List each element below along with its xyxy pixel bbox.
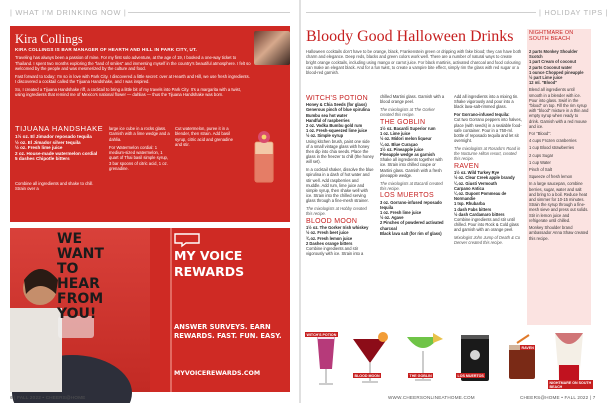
recipe-text: In a cocktail shaker, dissolve the blue spirulina in a dash of hot water and stir well. Add raspberries and muddle. Add rum, lime juice and simple syrup, then shake well with ice. Strain into the chilled serving glass through a fine-mesh strainer. bbox=[306, 167, 374, 204]
ingredient: 1 dash Fabs bitters bbox=[454, 206, 492, 212]
recipe-column-3 bbox=[454, 94, 522, 248]
recipe-text: Add all ingredients into a mixing tin. Shake vigorously and pour into a black lava-salt-rimmed glass. bbox=[454, 94, 519, 110]
ad-brand-line2: REWARDS bbox=[174, 264, 245, 279]
ad-divider bbox=[170, 228, 172, 392]
advertisement[interactable] bbox=[10, 228, 290, 392]
ingredient: ¼ oz. Dupont Pommeau de Normandie bbox=[454, 190, 507, 202]
ingredient: Bumbu sea hot water bbox=[306, 112, 348, 118]
article-intro: Halloween cocktails don't have to be orange, black, Frankenstein green or dripping with fake blood; they can have both charm and elegance. Deep reds, blacks and green colors work well. There are a number of natural ways to create bright orange cocktails, including using mango or carrot juice. For black martinis, activated charcoal and food colouring can make an elegant black. And for a fun twist, to create a vampire bite effect, simply rim the glass with red sugar or a blood-red garnish. bbox=[306, 49, 522, 76]
ingredient: Handful of raspberries bbox=[306, 117, 350, 123]
ingredient: Generous pinch of blue spirulina bbox=[306, 107, 370, 113]
ingredient: ½ oz. El Jimador silver tequila bbox=[15, 139, 81, 145]
folio-left: 6 | FALL 2022 • CHEERS@HOME bbox=[10, 395, 86, 400]
recipe-text: The mixologists at Hobby created this recipe. bbox=[306, 206, 367, 217]
ad-url-link[interactable]: MYVOICEREWARDS.COM bbox=[174, 370, 261, 377]
profile-subtitle: KIRA COLLINGS IS BAR MANAGER OF HEARTH AND HILL IN PARK CITY, UT. bbox=[15, 47, 197, 52]
recipe-text: The mixologists at Bacardi created this recipe. bbox=[380, 180, 443, 191]
ingredient: Black lava salt (for rim of glass) bbox=[380, 230, 442, 236]
recipe-heading: WITCH'S POTION bbox=[306, 95, 368, 102]
ingredient: ½ oz. Fresh lime juice bbox=[15, 145, 63, 151]
ad-brand-line1: MY VOICE bbox=[174, 248, 243, 263]
recipe-heading: THE GOBLIN bbox=[380, 118, 426, 126]
recipe-title: TIJUANA HANDSHAKE bbox=[15, 124, 104, 133]
ingredient: 2 oz. Vodka Bumbu gold rum bbox=[306, 123, 363, 129]
section-header-left: | WHAT I'M DRINKING NOW | bbox=[10, 8, 127, 17]
ingredient: ½ oz. Fresh beet juice bbox=[306, 230, 349, 236]
sidebar-text: Squeeze of fresh lemon bbox=[529, 174, 573, 180]
recipe-text: Combine ingredients and stir vigorously with ice. Strain into a bbox=[306, 245, 364, 257]
caption-los-muertos: LOS MUERTOS bbox=[457, 373, 484, 378]
ingredient: 5 dashes Chipotle bitters bbox=[15, 156, 70, 162]
ingredient: ¾ oz. Fresh lemon juice bbox=[306, 235, 353, 241]
recipe-heading: BLOOD MOON bbox=[306, 217, 358, 225]
section-header-right: | HOLIDAY TIPS | bbox=[539, 8, 608, 17]
profile-paragraph: Traveling has always been a passion of mine. For my first solo adventure, at the age of 19, I booked a one-way ticket to Thailand. I spent two months exploring the "land of smiles" and immersing myself in the country's beautiful atmosphere. I felt so welcomed by the people and was mesmerized by the culture and food. bbox=[15, 55, 251, 71]
folio-right: CHEERS@HOME • FALL 2022 | 7 bbox=[520, 395, 596, 400]
ingredient: 1½ oz. The Gorker Irish whiskey bbox=[306, 225, 369, 231]
sidebar-text: 1 cup Blood strawberries bbox=[529, 145, 575, 151]
recipe-text: Combine ingredients and stir until chilled. Pour into Rock & Cold glass and garnish with an orange peel. bbox=[454, 216, 519, 233]
caption-witchs-potion: WITCH'S POTION bbox=[306, 332, 337, 337]
sidebar-text: For "Blood": bbox=[529, 131, 551, 137]
sidebar-body bbox=[529, 49, 589, 241]
profile-name: Kira Collings bbox=[15, 32, 83, 46]
cocktail-glass-image bbox=[252, 128, 276, 186]
sidebar-text: 4 cups Frozen cranberries bbox=[529, 138, 577, 144]
sidebar-text: In a large saucepan, combine berries, sugar, water and salt and bring to a boil. Reduce heat and simmer for 10-15 minutes. Strain the syrup through a fine-mesh sieve and press out solids. Stir in lemon juice and refrigerate until chilled. bbox=[529, 181, 589, 223]
ingredient: Honey & Chia Seeds (for glass) bbox=[306, 102, 367, 108]
sidebar-text: Blend all ingredients until smooth in a blender with ice. Pour into glass. Swirl in the "blood" on top. Fill the rim syrup with "blood" mixture in a thin and empty syrup when ready to drink. Garnish with a red mouse and ice. bbox=[529, 87, 589, 129]
ingredient: 1½ oz. Bacardi Superior rum bbox=[380, 126, 436, 132]
ingredient: 2 Dashes orange bitters bbox=[306, 240, 353, 246]
recipe-text: Using kitchen brush, paint one side of a small vintage glass with honey then dip into chia seeds. Place the glass in the freezer to chill (the honey will set). bbox=[306, 138, 374, 165]
profile-paragraph: So, I created a Tijuana Handshake riff, a cocktail to bring a little bit of my travels into Park City. It's a margarita with a twist, using ingredients that remind me of Mexico's national flower — dahlias — thus the Tijuana Handshake was born. bbox=[15, 86, 241, 97]
recipe-text: chilled Martini glass. Garnish with a blood orange peel. bbox=[380, 94, 445, 105]
ingredient: 1½ oz. Wild Turkey Rye bbox=[454, 170, 500, 176]
recipe-column-1 bbox=[306, 94, 374, 259]
recipe-text: Shake all ingredients together with ice. Strain into chilled coupe or Martini glass. Garnish with a fresh pineapple wedge. bbox=[380, 157, 443, 178]
ingredient: Carpano Antica bbox=[454, 185, 485, 191]
header-rule-right bbox=[306, 12, 536, 13]
spread-gutter bbox=[299, 0, 301, 403]
ingredient: 2 parts Monkey Shoulder Scotch bbox=[529, 49, 578, 60]
recipe-text: large ice cube in a rocks glass. Garnish with a lime wedge and a dahlia. bbox=[109, 126, 170, 142]
recipe-column-2 bbox=[380, 94, 448, 236]
ingredient: 2 Pinches of powdered activated charcoal bbox=[380, 220, 444, 231]
ingredient: 1 oz. Lime juice bbox=[380, 131, 411, 137]
caption-goblin: THE GOBLIN bbox=[409, 373, 432, 378]
glass-nightmare bbox=[555, 333, 583, 381]
ingredient: ¼ oz. Blue Curaçao bbox=[380, 141, 418, 147]
ingredient: 2 oz. House-made watermelon cordial bbox=[15, 150, 98, 156]
recipe-text: The mixologists at Rosado's Road in the Nocturne Hilton resort, created this recipe. bbox=[454, 145, 521, 162]
recipe-text: Mixologist John Jump of Death & Co Denver created this recipe. bbox=[454, 235, 521, 246]
recipe-text: For Watermelon cordial: 1 medium-sized watermelon, 1 quart of Thai basil simple syrup, 3 bar spoons of citric acid, 1 oz. grenadine. bbox=[109, 144, 169, 172]
recipe-column-3 bbox=[175, 126, 237, 216]
folio-url[interactable]: WWW.CHEERSONLINEATHOME.COM bbox=[388, 395, 475, 400]
recipe-ingredients bbox=[15, 134, 103, 162]
ingredient: 1 oz. Fresh lime juice bbox=[380, 210, 422, 216]
recipe-heading: RAVEN bbox=[454, 162, 480, 170]
article-title: Bloody Good Halloween Drinks bbox=[306, 28, 514, 45]
profile-paragraph: Fast forward to today: I'm so in love with Park City. I discovered a little secret: over at Hearth and Hill, we use fresh ingredients. I discovered a cocktail called the Tijuana Handshake, and I was inspired. bbox=[15, 73, 250, 84]
ingredient: ½ oz. Midori melon liqueur bbox=[380, 136, 432, 142]
recipe-text: Cut two Gorrano peppers into halves, place (with seeds) in a sealable food-safe container. Pour in a 750-ml. bottle of reposado tequila and let sit overnight. bbox=[454, 117, 522, 144]
caption-raven: RAVEN bbox=[521, 345, 534, 350]
sidebar-text: 1 cup Water bbox=[529, 159, 551, 165]
ingredient: ½ oz. Clear Creek apple brandy bbox=[454, 175, 515, 181]
header-rule-left bbox=[128, 12, 290, 13]
ad-headline: WE WANT TO HEAR FROM YOU! bbox=[57, 231, 104, 322]
ingredient: For Gorrano-infused tequila: bbox=[454, 112, 510, 118]
recipe-text: Cut watermelon, puree it in a blender, then strain. Add basil syrup, citric acid and grenadine and stir. bbox=[175, 126, 233, 147]
ingredient: ½ dash Cardamaro bitters bbox=[454, 211, 505, 217]
ingredient: ½ oz. Simple syrup bbox=[306, 133, 344, 139]
sidebar-text: Monkey Shoulder brand ambassador Anna Shaw created this recipe. bbox=[529, 225, 589, 241]
profile-photo bbox=[254, 31, 290, 65]
speech-bubble-icon bbox=[174, 233, 200, 247]
sidebar-title: NIGHTMARE ON SOUTH BEACH bbox=[529, 30, 574, 43]
sidebar-text: Pinch of Salt bbox=[529, 167, 552, 173]
ingredient: Pineapple wedge as garnish bbox=[380, 152, 435, 158]
ingredient: 1½ oz. Pineapple juice bbox=[380, 146, 424, 152]
ingredient: 12 ml. "Blood" bbox=[529, 80, 558, 86]
recipe-heading: LOS MUERTOS bbox=[380, 192, 434, 200]
profile-body bbox=[15, 55, 251, 123]
ingredient: ¼ oz. Giusti Vermouth bbox=[454, 180, 497, 186]
sidebar-text: 2 cups Sugar bbox=[529, 152, 554, 158]
ingredient: 1 oz. Fresh-squeezed lime juice bbox=[306, 128, 368, 134]
ingredient: ½ part Lime juice bbox=[529, 75, 563, 81]
caption-nightmare: NIGHTMARE ON SOUTH BEACH bbox=[549, 380, 592, 389]
ad-tagline: ANSWER SURVEYS. EARN REWARDS. FAST. FUN. EASY. bbox=[174, 323, 282, 340]
ingredient: 1 part Cream of coconut bbox=[529, 59, 577, 65]
ingredient: ½ oz. Agave bbox=[380, 215, 404, 221]
recipe-method: Combine all ingredients and shake to chill. Strain over a bbox=[15, 181, 94, 192]
ingredient: 2 parts Coconut water bbox=[529, 64, 572, 70]
caption-blood-moon: BLOOD MOON bbox=[354, 373, 380, 378]
recipe-text: The mixologists at The Gorker created this recipe. bbox=[380, 106, 435, 118]
ingredient: 1 ounce Chopped pineapple bbox=[529, 69, 584, 75]
ingredient: 3 oz. Gorrano-infused reposado tequila bbox=[380, 199, 442, 210]
ingredient: 1 tsp. Rhubarba bbox=[454, 201, 485, 207]
ingredient: 1½ oz. El Jimador reposado tequila bbox=[15, 134, 92, 139]
recipe-column-2 bbox=[109, 126, 171, 216]
